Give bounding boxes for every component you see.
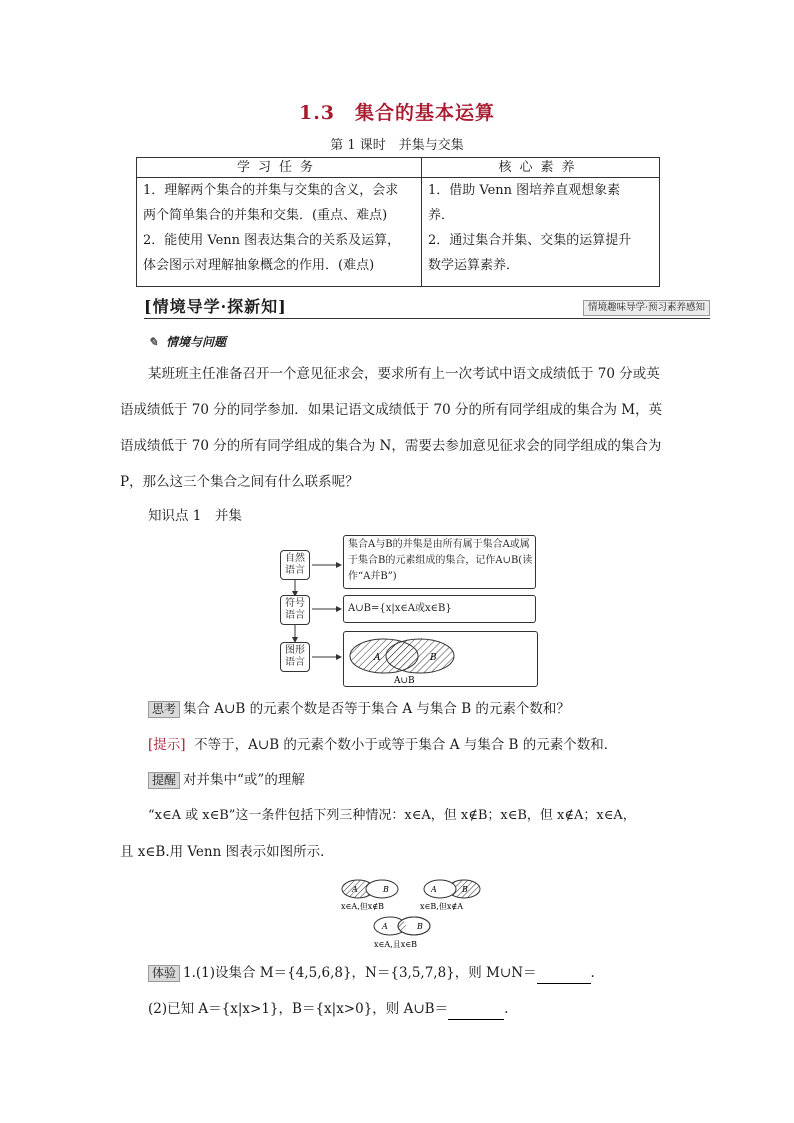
- page-subtitle: 第 1 课时 并集与交集: [330, 138, 464, 153]
- goals-col1-line: 体会图示对理解抽象概念的作用．(难点): [143, 258, 375, 273]
- exercise-label: 体验: [148, 965, 180, 982]
- knowledge-point-label: 知识点 1 并集: [148, 508, 242, 524]
- graphic-language-label: [280, 642, 310, 672]
- natural-language-box: [343, 535, 536, 589]
- natural-text-line: 于集合B的元素组成的集合，记作A∪B(读: [348, 555, 533, 566]
- hint-row: [148, 735, 617, 755]
- scenario-line: 语成绩低于 70 分的同学参加．如果记语文成绩低于 70 分的所有同学组成的集合为 M，英: [120, 402, 663, 418]
- venn2-caption: x∈B,但x∉A: [420, 902, 464, 911]
- pencil-icon: ✎: [148, 335, 159, 349]
- section-title: [情境导学·探新知]: [144, 297, 287, 316]
- natural-text-line: 集合A与B的并集是由所有属于集合A或属: [348, 539, 530, 550]
- think-label: 思考: [148, 701, 180, 718]
- goals-col2-line: 养．: [428, 208, 455, 223]
- goals-col2-line: 1．借助 Venn 图培养直观想象素: [428, 183, 621, 198]
- goals-col2-line: 数学运算素养．: [428, 258, 520, 273]
- goals-col1-line: 2．能使用 Venn 图表达集合的关系及运算，: [143, 233, 401, 248]
- scenario-heading-text: 情境与问题: [166, 335, 227, 349]
- reminder-label: 提醒: [148, 772, 180, 789]
- union-venn-diagram: [344, 632, 537, 686]
- venn-caption: A∪B: [394, 676, 415, 686]
- answer-blank-1[interactable]: [537, 963, 591, 984]
- scenario-heading: [148, 333, 226, 350]
- symbol-label-line: 符号: [285, 598, 305, 609]
- reminder-venn-group: [336, 876, 496, 952]
- goals-col1-line: 两个简单集合的并集和交集．(重点、难点): [143, 208, 388, 223]
- venn1-b-label: B: [383, 885, 389, 894]
- graphic-label-line: 语言: [285, 657, 305, 668]
- venn3-a-label: A: [382, 922, 388, 931]
- reminder-line: 且 x∈B.用 Venn 图表示如图所示．: [120, 844, 334, 860]
- graphic-label-line: 图形: [285, 645, 305, 656]
- exercise-q2: (2)已知 A＝{x|x>1}，B＝{x|x>0}，则 A∪B＝: [148, 1001, 449, 1017]
- think-question: 集合 A∪B 的元素个数是否等于集合 A 与集合 B 的元素个数和？: [183, 701, 570, 717]
- venn2-b-label: B: [462, 885, 468, 894]
- goals-col2-cell: [422, 178, 660, 287]
- goals-col2-line: 2．通过集合并集、交集的运算提升: [428, 233, 632, 248]
- answer-blank-2[interactable]: [448, 999, 504, 1020]
- section-badge: 情境趣味导学·预习素养感知: [583, 300, 710, 316]
- exercise-row-2: (2)已知 A＝{x|x>1}，B＝{x|x>0}，则 A∪B＝ .: [148, 999, 508, 1020]
- venn3-caption: x∈A,且x∈B: [374, 940, 418, 949]
- page-title: 1.3 集合的基本运算: [298, 102, 496, 124]
- exercise-row-1: 体验 1.(1)设集合 M＝{4,5,6,8}，N＝{3,5,7,8}，则 M∪N＝ .: [148, 963, 595, 984]
- reminder-title: 对并集中“或”的理解: [183, 772, 305, 788]
- symbol-language-label: [280, 595, 310, 625]
- goals-table: [136, 157, 660, 287]
- venn-b-label: B: [430, 653, 437, 663]
- reminder-line: “x∈A 或 x∈B”这一条件包括下列三种情况：x∈A，但 x∉B；x∈B，但 x∉A；x∈A，: [148, 808, 636, 823]
- symbol-text: A∪B={x|x∈A或x∈B}: [348, 603, 452, 614]
- graphic-language-box: [343, 631, 538, 687]
- natural-text-line: 作“A并B”): [348, 571, 397, 582]
- hint-label: [提示]: [148, 737, 186, 753]
- venn-a-label: A: [374, 653, 381, 663]
- natural-language-label: [280, 550, 310, 580]
- scenario-line: 某班班主任准备召开一个意见征求会，要求所有上一次考试中语文成绩低于 70 分或英: [148, 366, 660, 382]
- symbol-label-line: 语言: [285, 610, 305, 621]
- venn3-b-label: B: [417, 922, 423, 931]
- venn1-caption: x∈A,但x∉B: [341, 902, 385, 911]
- hint-text: 不等于，A∪B 的元素个数小于或等于集合 A 与集合 B 的元素个数和．: [194, 737, 618, 753]
- venn2-a-label: A: [431, 885, 437, 894]
- goals-col1-cell: [137, 178, 422, 287]
- reminder-venn-diagrams: [336, 876, 496, 952]
- natural-label-line: 自然: [285, 553, 305, 564]
- goals-col1-line: 1．理解两个集合的并集与交集的含义，会求: [143, 183, 399, 198]
- venn1-a-label: A: [352, 885, 358, 894]
- section-bar: [144, 296, 710, 319]
- goals-col2-header: 核心素养: [422, 158, 660, 178]
- scenario-line: 语成绩低于 70 分的所有同学组成的集合为 N，需要去参加意见征求会的同学组成的集合为: [120, 438, 662, 454]
- think-row: [148, 699, 570, 719]
- symbol-language-box: [343, 595, 536, 623]
- natural-label-line: 语言: [285, 565, 305, 576]
- scenario-line: P，那么这三个集合之间有什么联系呢？: [120, 474, 359, 490]
- exercise-q1: 1.(1)设集合 M＝{4,5,6,8}，N＝{3,5,7,8}，则 M∪N＝: [183, 965, 537, 981]
- union-diagram: [280, 533, 540, 689]
- reminder-row: [148, 770, 305, 790]
- goals-col1-header: 学习任务: [137, 158, 422, 178]
